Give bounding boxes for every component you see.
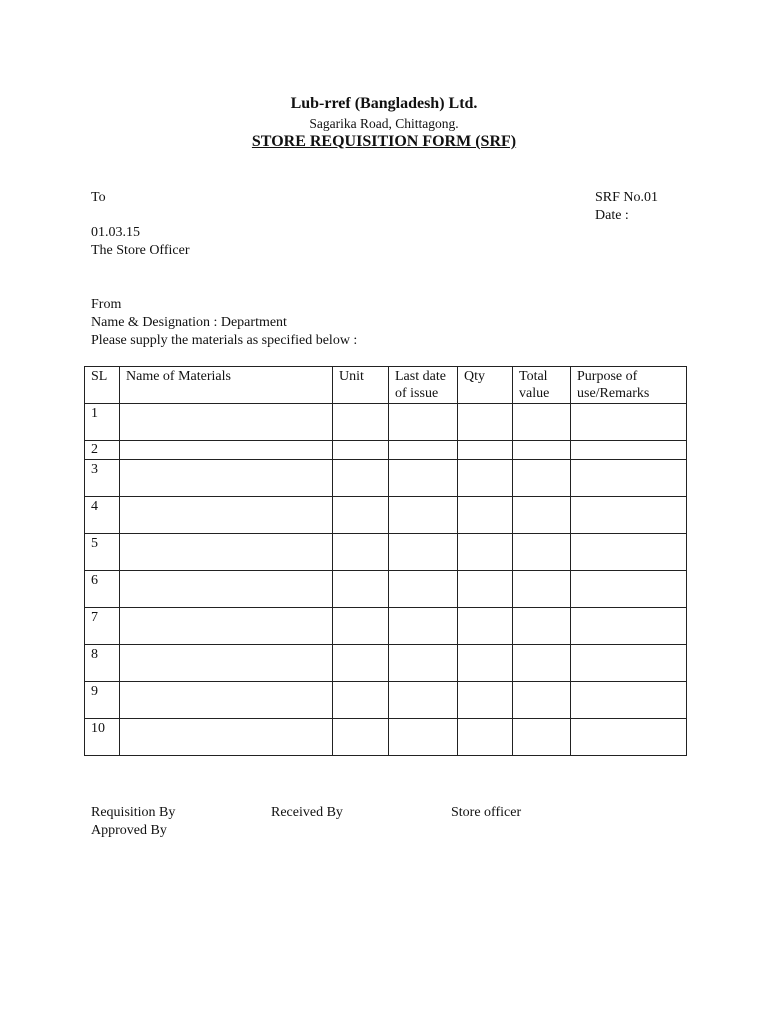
name-designation: Name & Designation : Department: [91, 315, 287, 330]
cell-unit: [333, 534, 389, 571]
cell-material: [120, 460, 333, 497]
cell-qty: [458, 404, 513, 441]
cell-last-date: [389, 645, 458, 682]
table-row: [85, 441, 687, 460]
header-purpose: Purpose of use/Remarks: [571, 367, 687, 404]
cell-purpose: [571, 441, 687, 460]
cell-unit: [333, 571, 389, 608]
cell-last-date: [389, 460, 458, 497]
cell-unit: [333, 441, 389, 460]
table-row: [85, 682, 687, 719]
cell-qty: [458, 645, 513, 682]
cell-material: [120, 682, 333, 719]
to-label: To: [91, 190, 106, 205]
table-row: [85, 608, 687, 645]
cell-sl: 4: [85, 497, 120, 534]
cell-total: [513, 497, 571, 534]
cell-purpose: [571, 534, 687, 571]
cell-purpose: [571, 719, 687, 756]
cell-qty: [458, 571, 513, 608]
header-last-date: Last date of issue: [389, 367, 458, 404]
cell-sl: 10: [85, 719, 120, 756]
cell-purpose: [571, 460, 687, 497]
cell-purpose: [571, 497, 687, 534]
cell-unit: [333, 682, 389, 719]
table-row: [85, 460, 687, 497]
cell-last-date: [389, 404, 458, 441]
cell-unit: [333, 460, 389, 497]
store-officer-label: Store officer: [451, 805, 522, 820]
cell-purpose: [571, 404, 687, 441]
cell-purpose: [571, 608, 687, 645]
cell-last-date: [389, 571, 458, 608]
table-header-row: [85, 367, 687, 404]
cell-last-date: [389, 608, 458, 645]
cell-purpose: [571, 682, 687, 719]
cell-sl: 9: [85, 682, 120, 719]
header-material-name: Name of Materials: [120, 367, 333, 404]
table-row: [85, 645, 687, 682]
recipient: The Store Officer: [91, 243, 190, 258]
cell-total: [513, 719, 571, 756]
cell-last-date: [389, 497, 458, 534]
cell-sl: 2: [85, 441, 120, 460]
table-row: [85, 497, 687, 534]
cell-qty: [458, 534, 513, 571]
header-qty: Qty: [458, 367, 513, 404]
cell-qty: [458, 497, 513, 534]
cell-last-date: [389, 682, 458, 719]
company-name: Lub-rref (Bangladesh) Ltd.: [290, 95, 478, 112]
cell-purpose: [571, 645, 687, 682]
cell-total: [513, 441, 571, 460]
instruction-text: Please supply the materials as specified below :: [91, 333, 358, 348]
cell-qty: [458, 608, 513, 645]
cell-sl: 8: [85, 645, 120, 682]
cell-unit: [333, 404, 389, 441]
cell-sl: 7: [85, 608, 120, 645]
date-value: 01.03.15: [91, 225, 140, 240]
cell-material: [120, 404, 333, 441]
cell-last-date: [389, 719, 458, 756]
cell-total: [513, 645, 571, 682]
header-total-value: Total value: [513, 367, 571, 404]
cell-qty: [458, 460, 513, 497]
cell-total: [513, 682, 571, 719]
cell-unit: [333, 497, 389, 534]
cell-material: [120, 441, 333, 460]
cell-material: [120, 497, 333, 534]
cell-unit: [333, 719, 389, 756]
cell-total: [513, 571, 571, 608]
header-sl: SL: [85, 367, 120, 404]
cell-sl: 3: [85, 460, 120, 497]
from-label: From: [91, 297, 122, 312]
cell-material: [120, 534, 333, 571]
requisition-by-label: Requisition By: [91, 805, 176, 820]
materials-table: [84, 366, 687, 756]
cell-total: [513, 608, 571, 645]
cell-total: [513, 534, 571, 571]
cell-sl: 1: [85, 404, 120, 441]
cell-material: [120, 608, 333, 645]
cell-material: [120, 571, 333, 608]
cell-sl: 6: [85, 571, 120, 608]
cell-qty: [458, 441, 513, 460]
received-by-label: Received By: [271, 805, 343, 820]
cell-sl: 5: [85, 534, 120, 571]
cell-material: [120, 645, 333, 682]
cell-material: [120, 719, 333, 756]
cell-total: [513, 404, 571, 441]
table-row: [85, 534, 687, 571]
table-row: [85, 404, 687, 441]
cell-qty: [458, 719, 513, 756]
cell-unit: [333, 608, 389, 645]
table-row: [85, 719, 687, 756]
cell-unit: [333, 645, 389, 682]
cell-qty: [458, 682, 513, 719]
cell-last-date: [389, 534, 458, 571]
form-title: STORE REQUISITION FORM (SRF): [251, 133, 517, 150]
cell-total: [513, 460, 571, 497]
company-address: Sagarika Road, Chittagong.: [309, 116, 459, 131]
cell-purpose: [571, 571, 687, 608]
cell-last-date: [389, 441, 458, 460]
srf-number: SRF No.01: [595, 190, 659, 205]
date-label: Date :: [595, 208, 629, 223]
header-unit: Unit: [333, 367, 389, 404]
approved-by-label: Approved By: [91, 823, 167, 838]
table-row: [85, 571, 687, 608]
